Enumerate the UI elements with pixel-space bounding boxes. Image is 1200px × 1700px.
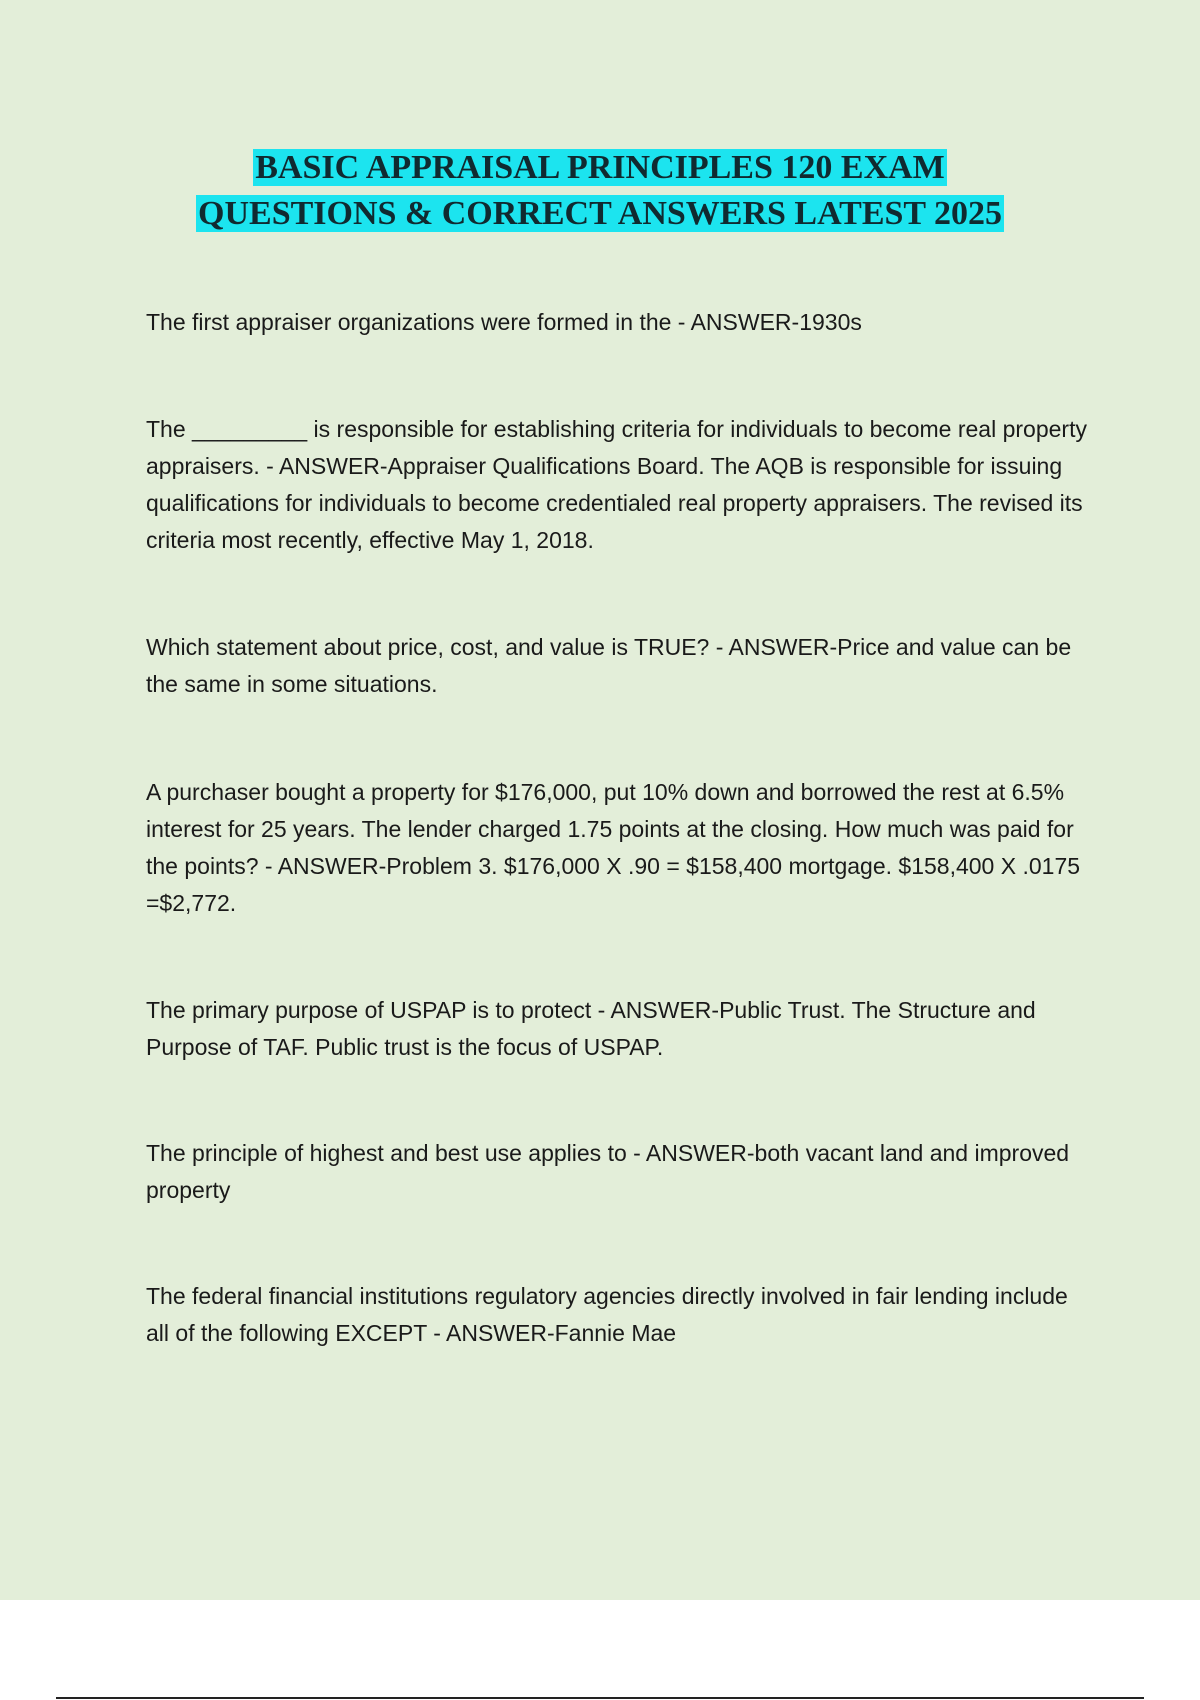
qa-item: The federal financial institutions regulatory agencies directly involved in fair lending include all of the following EXCEPT - ANSWER-Fannie Mae <box>146 1283 1068 1346</box>
qa-item: The first appraiser organizations were formed in the - ANSWER-1930s <box>146 309 862 335</box>
qa-item: The _________ is responsible for establishing criteria for individuals to become real property appraisers. - ANSWER-Appraiser Qualifications Board. The AQB is responsible for issuing qualifications for individuals to become credentialed real property appraisers. The revised its criteria most recently, effective May 1, 2018. <box>146 416 1087 553</box>
qa-item: The principle of highest and best use applies to - ANSWER-both vacant land and improved property <box>146 1140 1070 1203</box>
footer-divider <box>56 1697 1144 1699</box>
qa-item: The primary purpose of USPAP is to protect - ANSWER-Public Trust. The Structure and Purpose of TAF. Public trust is the focus of USPAP. <box>146 997 1036 1060</box>
document-title <box>0 145 1200 237</box>
qa-item: A purchaser bought a property for $176,000, put 10% down and borrowed the rest at 6.5% interest for 25 years. The lender charged 1.75 points at the closing. How much was paid for the points? - ANSWER-Problem 3. $176,000 X .90 = $158,400 mortgage. $158,400 X .0175 =$2,772. <box>146 779 1081 916</box>
title-line-1: BASIC APPRAISAL PRINCIPLES 120 EXAM <box>255 149 945 186</box>
qa-item: Which statement about price, cost, and value is TRUE? - ANSWER-Price and value can be the same in some situations. <box>146 634 1072 697</box>
title-line-2: QUESTIONS & CORRECT ANSWERS LATEST 2025 <box>198 195 1002 232</box>
